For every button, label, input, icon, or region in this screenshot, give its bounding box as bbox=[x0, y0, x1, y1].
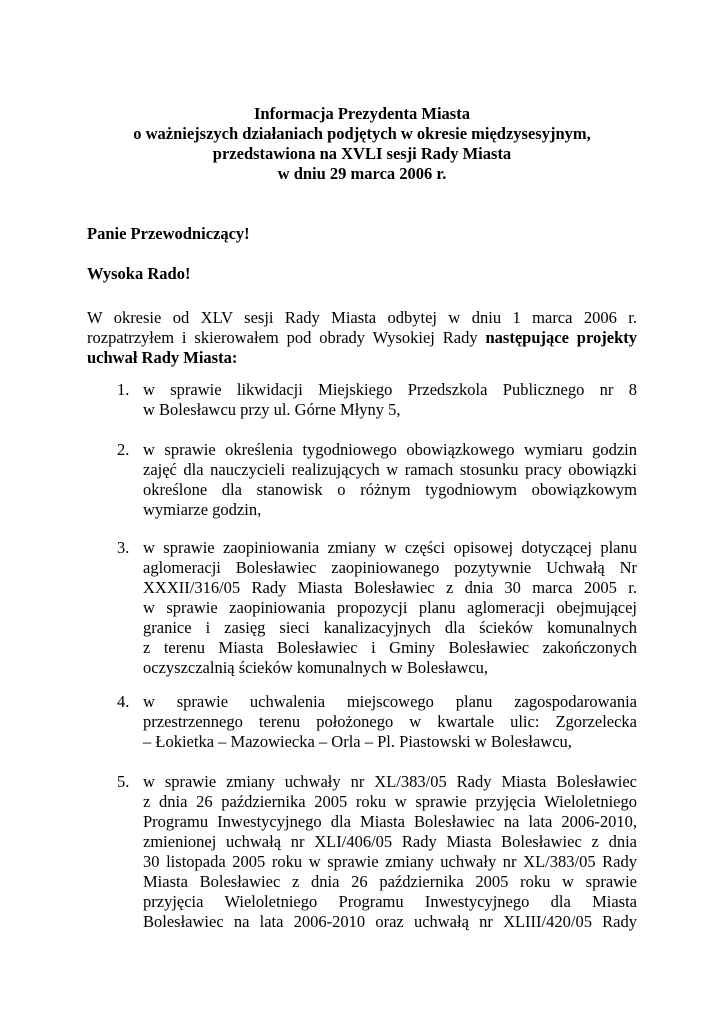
list-item-line: zajęć dla nauczycieli realizujących w ramach stosunku pracy obowiązki bbox=[143, 460, 637, 479]
list-item-line: w sprawie likwidacji Miejskiego Przedszkola Publicznego nr 8 bbox=[143, 380, 637, 399]
list-item-line: w sprawie określenia tygodniowego obowiązkowego wymiaru godzin bbox=[143, 440, 637, 459]
list-item-line: 30 listopada 2005 roku w sprawie zmiany uchwały nr XL/383/05 Rady bbox=[143, 852, 637, 871]
title-line-4: w dniu 29 marca 2006 r. bbox=[277, 164, 447, 183]
list-item-line: granice i zasięg sieci kanalizacyjnych dla ścieków komunalnych bbox=[143, 618, 637, 637]
greeting-chair: Panie Przewodniczący! bbox=[87, 224, 250, 243]
intro-line-3-bold: uchwał Rady Miasta: bbox=[87, 348, 238, 367]
list-item-line: zmienionej uchwałą nr XLI/406/05 Rady Miasta Bolesławiec z dnia bbox=[143, 832, 637, 851]
document-title bbox=[60, 104, 664, 184]
list-item bbox=[117, 692, 637, 752]
list-item-line: z dnia 26 października 2005 roku w sprawie przyjęcia Wieloletniego bbox=[143, 792, 637, 811]
list-item-body bbox=[143, 538, 637, 678]
intro-line-2-text: rozpatrzyłem i skierowałem pod obrady Wysokiej Rady bbox=[87, 328, 486, 347]
list-item-line: określone dla stanowisk o różnym tygodniowym obowiązkowym bbox=[143, 480, 637, 499]
greeting-council: Wysoka Rado! bbox=[87, 264, 191, 283]
list-item-line: Bolesławiec na lata 2006-2010 oraz uchwałą nr XLIII/420/05 Rady bbox=[143, 912, 637, 931]
intro-line-3 bbox=[87, 348, 637, 368]
title-line-1: Informacja Prezydenta Miasta bbox=[254, 104, 470, 123]
list-item bbox=[117, 772, 637, 932]
list-item-line: w sprawie zmiany uchwały nr XL/383/05 Rady Miasta Bolesławiec bbox=[143, 772, 637, 791]
list-item-number: 4. bbox=[117, 692, 130, 711]
list-item-line: w sprawie zaopiniowania zmiany w części opisowej dotyczącej planu bbox=[143, 538, 637, 557]
list-item-number: 2. bbox=[117, 440, 130, 459]
list-item-line: z terenu Miasta Bolesławiec i Gminy Bolesławiec zakończonych bbox=[143, 638, 637, 657]
list-item-body bbox=[143, 440, 637, 520]
list-item-line: Miasta Bolesławiec z dnia 26 października 2005 roku w sprawie bbox=[143, 872, 637, 891]
list-item-body bbox=[143, 772, 637, 932]
list-item-body bbox=[143, 380, 637, 420]
list-item-line: przestrzennego terenu położonego w kwartale ulic: Zgorzelecka bbox=[143, 712, 637, 731]
list-item bbox=[117, 380, 637, 420]
intro-line-2-bold: następujące projekty bbox=[485, 328, 637, 347]
list-item-line: – Łokietka – Mazowiecka – Orla – Pl. Piastowski w Bolesławcu, bbox=[143, 732, 572, 751]
intro-paragraph bbox=[87, 308, 637, 368]
list-item-line: przyjęcia Wieloletniego Programu Inwestycyjnego dla Miasta bbox=[143, 892, 637, 911]
list-item-line: Programu Inwestycyjnego dla Miasta Bolesławiec na lata 2006-2010, bbox=[143, 812, 637, 831]
list-item bbox=[117, 440, 637, 520]
title-line-2: o ważniejszych działaniach podjętych w okresie międzysesyjnym, bbox=[133, 124, 591, 143]
list-item-line: aglomeracji Bolesławiec zaopiniowanego pozytywnie Uchwałą Nr bbox=[143, 558, 637, 577]
intro-line-2 bbox=[87, 328, 637, 348]
list-item-line: XXXII/316/05 Rady Miasta Bolesławiec z dnia 30 marca 2005 r. bbox=[143, 578, 637, 597]
intro-line-1: W okresie od XLV sesji Rady Miasta odbytej w dniu 1 marca 2006 r. bbox=[87, 308, 637, 327]
list-item-number: 3. bbox=[117, 538, 130, 557]
list-item-line: w Bolesławcu przy ul. Górne Młyny 5, bbox=[143, 400, 401, 419]
list-item bbox=[117, 538, 637, 678]
list-item-line: w sprawie uchwalenia miejscowego planu zagospodarowania bbox=[143, 692, 637, 711]
list-item-line: oczyszczalnią ścieków komunalnych w Bolesławcu, bbox=[143, 658, 489, 677]
list-item-number: 1. bbox=[117, 380, 130, 399]
list-item-line: wymiarze godzin, bbox=[143, 500, 262, 519]
list-item-body bbox=[143, 692, 637, 752]
list-item-number: 5. bbox=[117, 772, 130, 791]
list-item-line: w sprawie zaopiniowania propozycji planu aglomeracji obejmującej bbox=[143, 598, 637, 617]
title-line-3: przedstawiona na XVLI sesji Rady Miasta bbox=[212, 144, 512, 163]
